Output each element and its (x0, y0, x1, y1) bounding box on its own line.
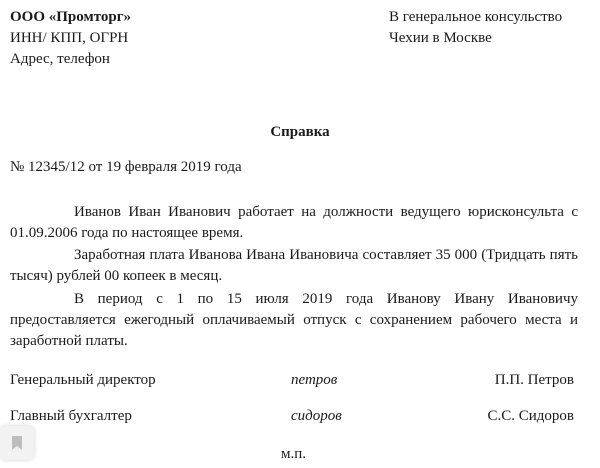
document-title: Справка (270, 124, 330, 140)
document-number: № 12345/12 от 19 февраля 2019 года (10, 159, 242, 175)
paragraph-employment: Иванов Иван Иванович работает на должности ведущего юрисконсульта с 01.09.2006 года по настоящее время. (10, 204, 578, 241)
bookmark-button[interactable] (0, 426, 34, 460)
signature-position-accountant: Главный бухгалтер (10, 408, 132, 424)
sender-block (10, 7, 131, 70)
recipient-block (389, 7, 562, 49)
recipient-line-2: Чехии в Москве (389, 30, 492, 46)
stamp-place-label: м.п. (281, 446, 307, 462)
sender-ids: ИНН/ КПП, ОГРН (10, 30, 129, 46)
signature-name-director: П.П. Петров (494, 372, 574, 388)
sender-org-name: ООО «Промторг» (10, 9, 132, 25)
bookmark-icon (11, 435, 23, 451)
sender-address: Адрес, телефон (10, 51, 110, 67)
recipient-line-1: В генеральное консульство (389, 9, 563, 25)
signature-position-director: Генеральный директор (10, 372, 156, 388)
paragraph-vacation: В период с 1 по 15 июля 2019 года Иванову Ивану Ивановичу предоставляется ежегодный оплачиваемый отпуск с сохранением рабочего места и заработной платы. (10, 291, 578, 349)
paragraph-salary: Заработная плата Иванова Ивана Ивановича составляет 35 000 (Тридцать пять тысяч) рублей 00 копеек в месяц. (10, 247, 578, 284)
signature-handwritten-accountant: сидоров (291, 408, 342, 424)
signature-handwritten-director: петров (291, 372, 338, 388)
signature-name-accountant: С.С. Сидоров (487, 408, 574, 424)
